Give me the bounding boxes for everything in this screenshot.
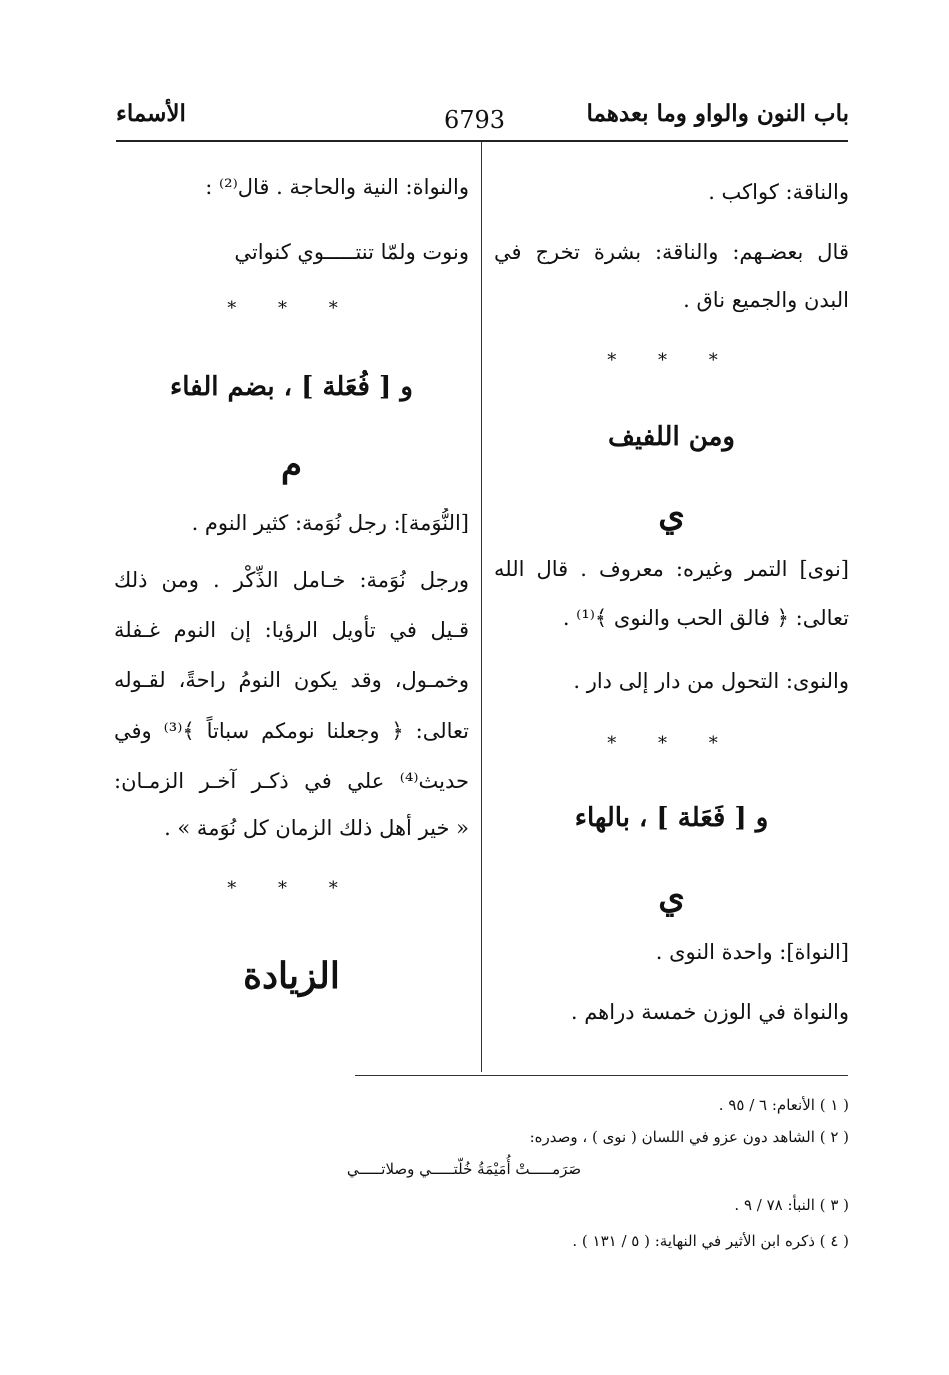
section-separator: * * *: [607, 733, 736, 754]
paragraph-line: « خير أهل ذلك الزمان كل نُوَمة » .: [164, 816, 469, 840]
paragraph-line: تعالى: ﴿ وجعلنا نومكم سباتاً ﴾⁽³⁾ وفي: [114, 719, 469, 743]
paragraph-line: [نوى] التمر وغيره: معروف . قال الله: [494, 557, 849, 581]
root-letter: ي: [658, 877, 685, 917]
footnote-rule: [355, 1075, 848, 1076]
footnote-verse: صَرَمـــــتْ أُمَيْمَةُ خُلّتـــــي وصلاتـــــي: [346, 1160, 582, 1178]
footnote: ( ٤ ) ذكره ابن الأثير في النهاية: ( ٥ / ١٣١ ) .: [572, 1232, 849, 1250]
page-number: 6793: [443, 106, 506, 134]
paragraph-line: قـيل في تأويل الرؤيا: إن النوم غـفلة: [114, 618, 469, 642]
section-separator: * * *: [227, 298, 356, 319]
paragraph-line: [النُّوَمة]: رجل نُوَمة: كثير النوم .: [191, 511, 469, 535]
column-divider: [481, 142, 482, 1072]
paragraph-line: والنواة: النية والحاجة . قال⁽²⁾ :: [205, 175, 469, 199]
section-heading: الزيادة: [243, 955, 340, 997]
paragraph-line: حديث⁽⁴⁾ علي في ذكـر آخـر الزمـان:: [114, 769, 469, 793]
footnote: ( ٣ ) النبأ: ٧٨ / ٩ .: [734, 1196, 849, 1214]
paragraph-line: والنوى: التحول من دار إلى دار .: [573, 669, 849, 693]
header-rule: [116, 140, 848, 142]
section-heading: و [ فُعَلة ] ، بضم الفاء: [170, 372, 413, 402]
paragraph-line: وخمـول، وقد يكون النومُ راحةً، لقـوله: [114, 668, 469, 692]
section-heading: و [ فَعَلة ] ، بالهاء: [574, 803, 769, 833]
footnote: ( ٢ ) الشاهد دون عزو في اللسان ( نوى ) ، وصدره:: [529, 1128, 849, 1146]
section-separator: * * *: [607, 350, 736, 371]
paragraph-line: تعالى: ﴿ فالق الحب والنوى ﴾⁽¹⁾ .: [562, 606, 849, 630]
root-letter: م: [280, 445, 303, 485]
paragraph-line: قال بعضـهم: والناقة: بشرة تخرج في: [494, 240, 849, 264]
section-title: الأسماء: [116, 100, 186, 127]
paragraph-line: البدن والجميع ناق .: [683, 288, 849, 312]
footnote: ( ١ ) الأنعام: ٦ / ٩٥ .: [718, 1096, 849, 1114]
paragraph-line: [النواة]: واحدة النوى .: [655, 940, 849, 964]
paragraph-line: والناقة: كواكب .: [708, 180, 849, 204]
root-letter: ي: [658, 495, 685, 535]
section-separator: * * *: [227, 878, 356, 899]
verse-line: ونوت ولمّا تنتـــــوي كنواتي: [234, 240, 469, 264]
paragraph-line: ورجل نُوَمة: خـامل الذِّكْر . ومن ذلك: [114, 568, 469, 592]
chapter-title: باب النون والواو وما بعدهما: [586, 100, 849, 127]
paragraph-line: والنواة في الوزن خمسة دراهم .: [570, 1000, 849, 1024]
section-heading: ومن اللفيف: [608, 422, 735, 452]
